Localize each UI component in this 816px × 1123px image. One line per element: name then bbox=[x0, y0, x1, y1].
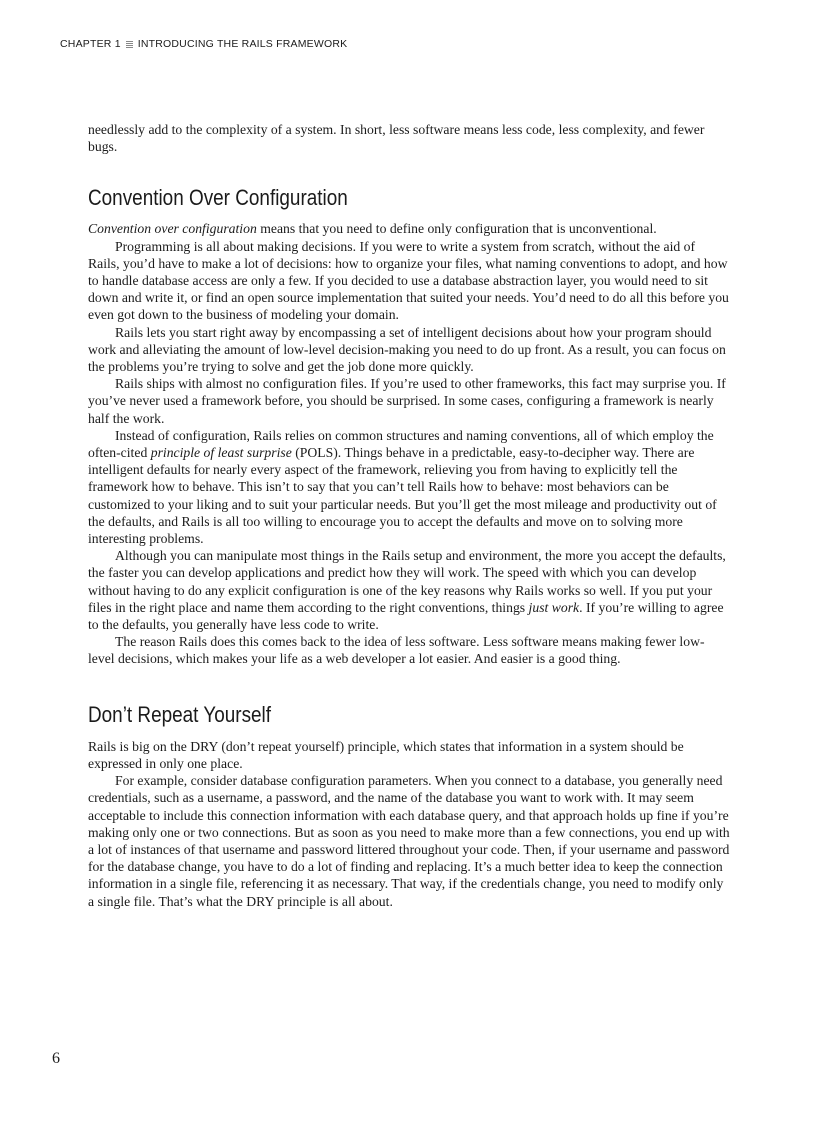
section-heading-convention: Convention Over Configuration bbox=[88, 185, 348, 211]
page-number: 6 bbox=[52, 1050, 60, 1067]
running-head bbox=[60, 38, 347, 50]
paragraph: Programming is all about making decisions. If you were to write a system from scratch, without the aid of Rails, you’d have to make a lot of decisions: how to organize your files, what naming conventions to adopt, and how to handle database access are only a few. If you decided to use a database abstraction layer, you would need to sit down and write it, or find an open source implementation that suited your needs. You’d need to do all this before you even got down to the business of modeling your domain. bbox=[88, 238, 729, 323]
paragraph: For example, consider database configuration parameters. When you connect to a database, you generally need credentials, such as a username, a password, and the name of the database you want to work with. It may seem acceptable to include this connection information with each database query, and that approach holds up fine if you’re making only one or two connections. But as soon as you need to make more than a few connections, you end up with a lot of instances of that username and password littered throughout your code. Then, if your username and password for the database change, you have to do a lot of finding and replacing. It’s a much better idea to keep the connection information in a single file, referencing it as necessary. That way, if the credentials change, you need to modify only a single file. That’s what the DRY principle is all about. bbox=[88, 773, 730, 909]
emphasis: Convention over configuration bbox=[88, 221, 257, 237]
emphasis: principle of least surprise bbox=[150, 445, 292, 461]
paragraph: Rails is big on the DRY (don’t repeat yourself) principle, which states that information in a system should be expressed in only one place. bbox=[88, 738, 684, 771]
paragraph: Although you can manipulate most things in the Rails setup and environment, the more you accept the defaults, the faster you can develop applications and predict how they will work. The speed with which you can develop without having to do any explicit configuration is one of the key reasons why Rails works so well. If you put your files in the right place and name them according to the right conventions, things just work. If you’re willing to agree to the defaults, you generally have less code to write. bbox=[88, 548, 726, 633]
paragraph: Instead of configuration, Rails relies on common structures and naming conventions, all of which employ the often-cited principle of least surprise (POLS). Things behave in a predictable, easy-to-decipher way. There are intelligent defaults for nearly every aspect of the framework, relieving you from having to explicitly tell the framework how to behave. This isn’t to say that you can’t tell Rails how to behave: most behaviors can be customized to your liking and to suit your particular needs. But you’ll get the most mileage and productivity out of the defaults, and Rails is all too willing to encourage you to accept the defaults and move on to solving more interesting problems. bbox=[88, 427, 717, 547]
page-body bbox=[88, 121, 730, 910]
paragraph: The reason Rails does this comes back to the idea of less software. Less software means making fewer low-level decisions, which makes your life as a web developer a lot easier. And easier is a good thing. bbox=[88, 634, 705, 667]
paragraph: Rails lets you start right away by encompassing a set of intelligent decisions about how your program should work and alleviating the amount of low-level decision-making you need to do up front. As a result, you can focus on the problems you’re trying to solve and get the job done more quickly. bbox=[88, 324, 726, 375]
paragraph: Convention over configuration means that you need to define only configuration that is unconventional. bbox=[88, 221, 657, 237]
emphasis: just work bbox=[528, 599, 580, 615]
paragraph: Rails ships with almost no configuration files. If you’re used to other frameworks, this fact may surprise you. If you’ve never used a framework before, you should be surprised. In some cases, configuring a framework is nearly half the work. bbox=[88, 376, 726, 426]
separator-square-icon bbox=[126, 41, 133, 48]
section-heading-dry: Don’t Repeat Yourself bbox=[88, 701, 272, 727]
chapter-title: INTRODUCING THE RAILS FRAMEWORK bbox=[137, 38, 348, 50]
chapter-label: CHAPTER 1 bbox=[60, 38, 121, 50]
intro-paragraph: needlessly add to the complexity of a system. In short, less software means less code, less complexity, and fewer bugs. bbox=[88, 122, 705, 155]
